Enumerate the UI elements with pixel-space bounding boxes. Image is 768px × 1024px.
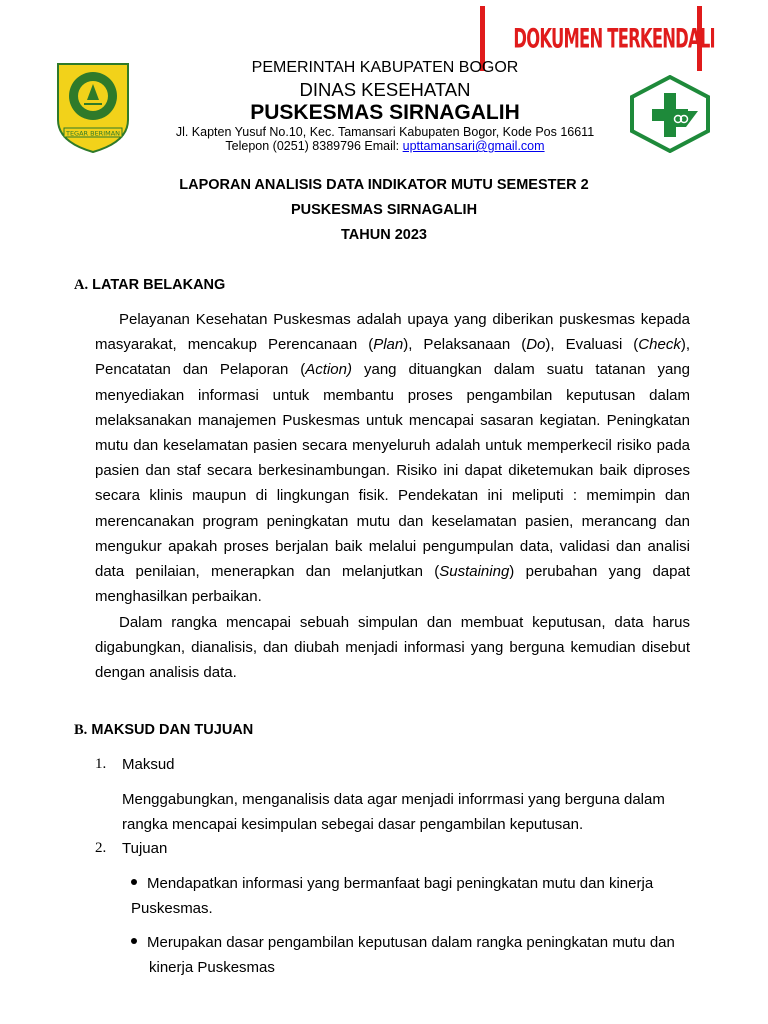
header-contact — [150, 139, 620, 153]
header-phone: Telepon (0251) 8389796 Email: — [225, 139, 403, 153]
header-department: DINAS KESEHATAN — [299, 79, 471, 100]
header-puskesmas-name: PUSKESMAS SIRNAGALIH — [250, 101, 520, 124]
bullet-icon — [131, 879, 137, 885]
bullet-icon — [131, 938, 137, 944]
maksud-label: Maksud — [122, 756, 175, 773]
tujuan-bullet-1: Mendapatkan informasi yang bermanfaat bagi peningkatan mutu dan kinerja Puskesmas. — [131, 875, 654, 917]
maksud-text: Menggabungkan, menganalisis data agar menjadi inforrmasi yang berguna dalam rangka mencapai kesimpulan sebegai dasar pengambilan keputusan. — [122, 791, 665, 833]
report-title-line1: LAPORAN ANALISIS DATA INDIKATOR MUTU SEMESTER 2 — [179, 177, 589, 193]
tujuan-bullet-2: Merupakan dasar pengambilan keputusan dalam rangka peningkatan mutu dan kinerja Puskesmas — [131, 930, 709, 980]
list-number-2: 2. — [95, 840, 107, 856]
emblem-motto: TEGAR BERIMAN — [65, 129, 121, 138]
report-title-line2: PUSKESMAS SIRNAGALIH — [290, 202, 478, 218]
header-address: Jl. Kapten Yusuf No.10, Kec. Tamansari Kabupaten Bogor, Kode Pos 16611 — [175, 125, 595, 139]
section-b-heading: B. MAKSUD DAN TUJUAN — [74, 722, 254, 738]
puskesmas-logo-icon — [628, 75, 712, 153]
section-a-paragraph-2: Dalam rangka mencapai sebuah simpulan dan membuat keputusan, data harus digabungkan, dianalisis, dan diubah menjadi informasi yang berguna kemudian disebut dengan analisis data. — [95, 614, 690, 682]
tujuan-label: Tujuan — [122, 840, 168, 857]
section-a-paragraph-1: Pelayanan Kesehatan Puskesmas adalah upaya yang diberikan puskesmas kepada masyarakat, mencakup Perencanaan (Plan), Pelaksanaan (Do), Evaluasi (Check), Pencatatan dan Pelaporan (Action) yang dituangkan dalam suatu tatanan yang menyediakan informasi untuk membantu proses pengambilan keputusan dalam melaksanakan manajemen Puskesmas untuk mencapai sasaran kegiatan. Peningkatan mutu dan keselamatan pasien secara menyeluruh adalah untuk memperkecil risiko pada pasien dan staf secara berkesinambungan. Risiko ini dapat diketemukan baik diproses secara klinis maupun di lingkungan fisik. Pendekatan ini meliputi : memimpin dan merencanakan program peningkatan mutu dan keselamatan pasien, merancang dan mengukur apakah proses berjalan baik melalui pengumpulan data, validasi dan analisi data penilaian, menerapkan dan melanjutkan (Sustaining) perubahan yang dapat menghasilkan perbaikan. — [95, 311, 691, 606]
list-number-1: 1. — [95, 756, 107, 772]
report-title-line3: TAHUN 2023 — [341, 227, 427, 243]
header-email-link[interactable]: upttamansari@gmail.com — [402, 139, 545, 153]
section-a-heading: A. LATAR BELAKANG — [74, 277, 226, 293]
kabupaten-bogor-emblem-icon — [54, 60, 132, 154]
controlled-document-stamp: DOKUMEN TERKENDALI — [480, 6, 702, 71]
header-government: PEMERINTAH KABUPATEN BOGOR — [251, 59, 519, 76]
